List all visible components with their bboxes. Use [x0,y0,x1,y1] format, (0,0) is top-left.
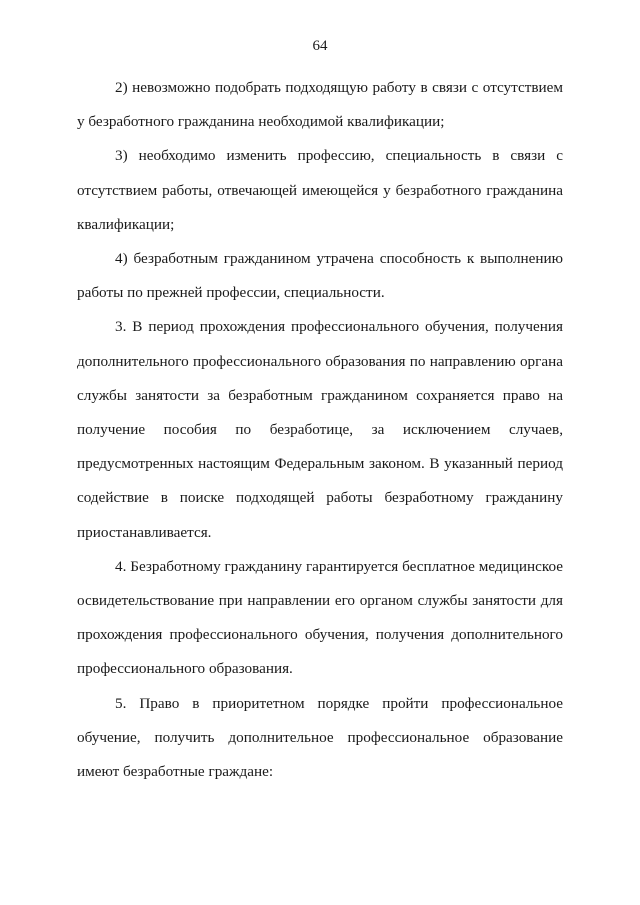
paragraph-item-2: 2) невозможно подобрать подходящую работу в связи с отсутствием у безработного гражданина необходимой квалификации; [77,79,563,131]
paragraph-section-3: 3. В период прохождения профессионального обучения, получения дополнительного профессионального образования по направлению органа службы занятости за безработным гражданином сохраняется право на получение пособия по безработице, за исключением случаев, предусмотренных настоящим Федеральным законом. В указанный период содействие в поиске подходящей работы безработному гражданину приостанавливается. [77,318,563,541]
page-number: 64 [312,38,328,54]
paragraph-item-4: 4) безработным гражданином утрачена способность к выполнению работы по прежней профессии, специальности. [77,250,563,302]
paragraph-section-5: 5. Право в приоритетном порядке пройти профессиональное обучение, получить дополнительное профессиональное образование имеют безработные граждане: [77,694,563,781]
document-body [77,71,563,789]
paragraph-item-3: 3) необходимо изменить профессию, специальность в связи с отсутствием работы, отвечающей имеющейся у безработного гражданина квалификации; [77,147,563,233]
paragraph-section-4: 4. Безработному гражданину гарантируется бесплатное медицинское освидетельствование при направлении его органом службы занятости для прохождения профессионального обучения, получения дополнительного профессионального образования. [77,557,563,678]
